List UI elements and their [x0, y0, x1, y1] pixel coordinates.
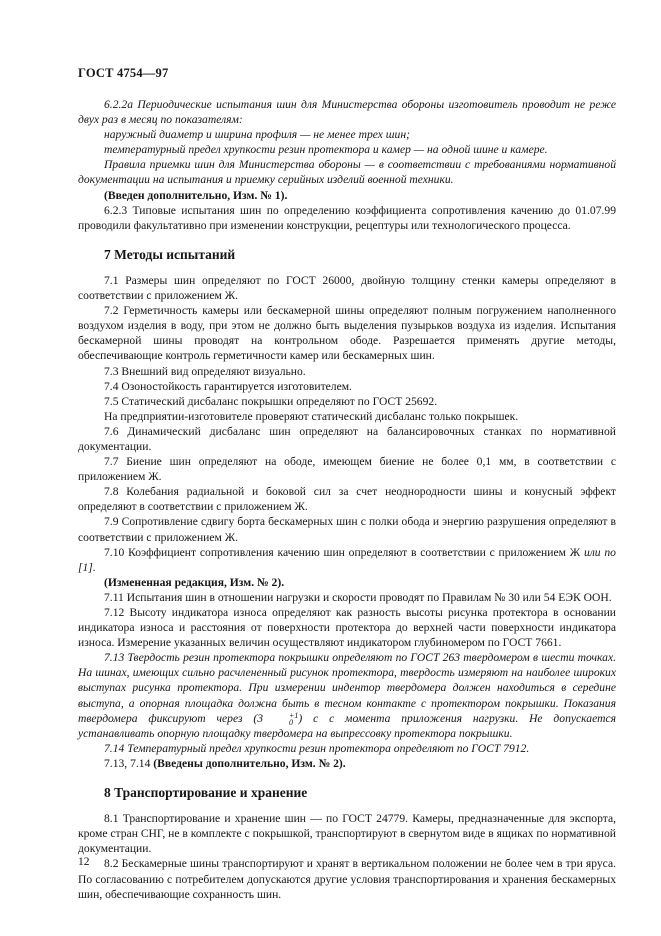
amendment-note-2: (Измененная редакция, Изм. № 2). [104, 575, 285, 589]
paragraph-7-13-text: 7.13 Твердость резин протектора покрышки определяют по ГОСТ 263 твердомером в шести точках. На шинах, имеющих сильно расчлененный рисунок протектора, твердость измеряют на наиболее широких выступах рисунка протектора. При измерении индентор твердомера должен находиться в середине выступа, а опорная площадка должна быть в тесном контакте с протектором покрышки. Показания твердомера фиксируют через [78, 651, 616, 725]
formula-upper-limit: +1 [289, 710, 299, 720]
paragraph-7-11: 7.11 Испытания шин в отношении нагрузки и скорости проводят по Правилам № 30 или 54 ЕЭК ООН. [104, 590, 612, 604]
paragraph-7-8: 7.8 Колебания радиальной и боковой сил за счет неоднородности шины и конусный эффект определяют в соответствии с приложением Ж. [78, 485, 616, 514]
paragraph-7-14: 7.14 Температурный предел хрупкости резин протектора определяют по ГОСТ 7912. [104, 741, 530, 755]
paragraph-6-2-2a-item-1: наружный диаметр и ширина профиля — не менее трех шин; [104, 128, 410, 142]
paragraph-7-5: 7.5 Статический дисбаланс покрышки определяют по ГОСТ 25692. [104, 394, 438, 408]
paragraph-6-2-2a-item-2: температурный предел хрупкости резин протектора и камер — на одной шине и камере. [104, 143, 548, 157]
paragraph-7-1: 7.1 Размеры шин определяют по ГОСТ 26000, двойную толщину стенки камеры определяют в соответствии с приложением Ж. [78, 273, 616, 303]
paragraph-6-2-3: 6.2.3 Типовые испытания шин по определению коэффициента сопротивления качению до 01.07.99 проводили факультативно при изменении конструкции, рецептуры или технологического процесса. [78, 203, 616, 232]
paragraph-7-5-note: На предприятии-изготовителе проверяют статический дисбаланс только покрышек. [104, 409, 519, 423]
paragraph-7-9: 7.9 Сопротивление сдвигу борта бескамерных шин с полки обода и энергию разрушения определяют в соответствии с приложением Ж. [78, 515, 616, 544]
paragraph-7-10-text: 7.10 Коэффициент сопротивления качению шин определяют в соответствии с приложением Ж [104, 545, 584, 559]
paragraph-7-13: 7.13 Твердость резин протектора покрышки определяют по ГОСТ 263 твердомером в шести точках. На шинах, имеющих сильно расчлененный рисунок протектора, твердость измеряют на наиболее широких выступах рисунка протектора. При измерении индентор твердомера должен находиться в середине выступа, а опорная площадка должна быть в тесном контакте с протектором покрышки. Показания твердомера фиксируют через (3 +1 0 ) с с момента приложения нагрузки. Не допускается устанавливать опорную площадку твердомера на выпрессовку протектора покрышки. [78, 651, 616, 740]
paragraph-6-2-2a: 6.2.2а Периодические испытания шин для Министерства обороны изготовитель проводит не реже двух раз в месяц по показателям: [78, 98, 616, 127]
paragraph-6-2-2a-rules: Правила приемки шин для Министерства обороны — в соответствии с требованиями нормативной документации на испытания и приемку серийных изделий военной техники. [78, 158, 616, 187]
section-7-title: 7 Методы испытаний [104, 246, 236, 262]
paragraph-7-7: 7.7 Биение шин определяют на ободе, имеющем биение не более 0,1 мм, в соответствии с приложением Ж. [78, 455, 616, 484]
paragraph-7-3: 7.3 Внешний вид определяют визуально. [104, 364, 306, 378]
paragraph-7-13-text-end: с с момента приложения нагрузки. Не допускается устанавливать опорную площадку твердомера на выпрессовку протектора покрышки. [78, 711, 616, 740]
page-number: 12 [78, 856, 90, 868]
amendment-note-1: (Введен дополнительно, Изм. № 1). [104, 188, 288, 202]
paragraph-7-10 [78, 545, 616, 575]
paragraph-7-6: 7.6 Динамический дисбаланс шин определяют на балансировочных станках по нормативной документации. [78, 424, 616, 453]
amendment-note-3 [78, 756, 616, 771]
paragraph-8-1: 8.1 Транспортирование и хранение шин — по ГОСТ 24779. Камеры, предназначенные для экспорта, кроме стран СНГ, не в комплекте с покрышкой, транспортируют в свернутом виде в ящиках по нормативной документации. [78, 812, 616, 856]
document-header: ГОСТ 4754—97 [78, 66, 169, 80]
paragraph-8-2: 8.2 Бескамерные шины транспортируют и хранят в вертикальном положении не более чем в три яруса. По согласованию с потребителем допускаются другие условия транспортирования и хранения бескамерных шин, обеспечивающие сохранность шин. [78, 857, 616, 901]
paragraph-7-4: 7.4 Озоностойкость гарантируется изготовителем. [104, 379, 352, 393]
formula-base: 3 [257, 711, 263, 725]
paragraph-7-10-reference: или по [1]. [78, 545, 616, 574]
paragraph-7-2: 7.2 Герметичность камеры или бескамерной шины определяют полным погружением наполненного воздухом изделия в воду, при этом не должно быть выделения пузырьков воздуха из изделия. Испытания бескамерной шины проводят на контрольном ободе. Разрешается применять другие методы, обеспечивающие контроль герметичности камер или бескамерных шин. [78, 304, 616, 363]
section-8-title: 8 Транспортирование и хранение [104, 785, 308, 801]
paragraph-7-12: 7.12 Высоту индикатора износа определяют как разность высоты рисунка протектора в основании индикатора износа и расстояния от поверхности протектора до верхней части поверхности индикатора износа. Измерение указанных величин осуществляют индикатором глубиномером по ГОСТ 7661. [78, 606, 616, 650]
amendment-note-3-text: (Введены дополнительно, Изм. № 2). [153, 756, 346, 770]
formula-lower-limit: 0 [289, 717, 293, 727]
document-body [78, 97, 616, 902]
amendment-note-3-prefix: 7.13, 7.14 [104, 756, 154, 770]
formula-tolerance [263, 712, 298, 726]
